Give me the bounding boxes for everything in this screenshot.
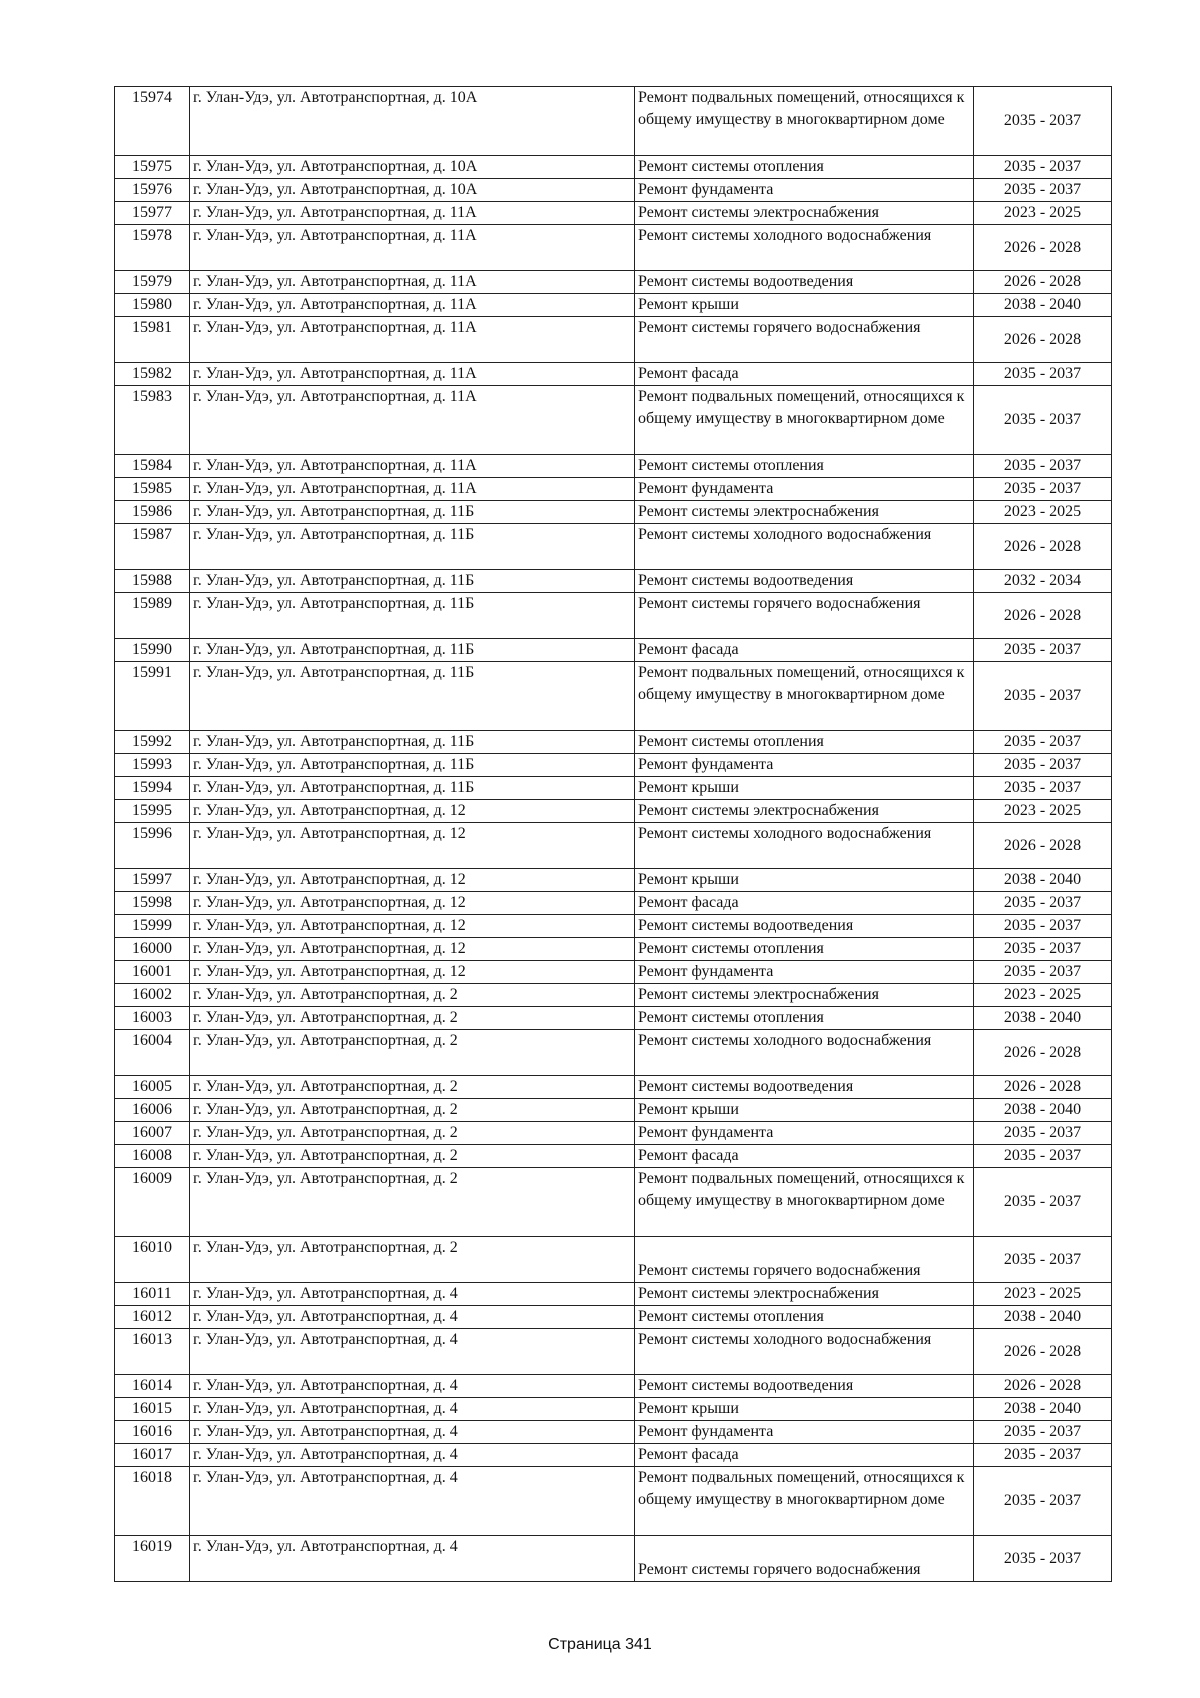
table-row bbox=[115, 1375, 1112, 1398]
address-cell: г. Улан-Удэ, ул. Автотранспортная, д. 10А bbox=[190, 87, 635, 156]
address-cell: г. Улан-Удэ, ул. Автотранспортная, д. 11А bbox=[190, 363, 635, 386]
address-cell: г. Улан-Удэ, ул. Автотранспортная, д. 2 bbox=[190, 984, 635, 1007]
period-cell: 2035 - 2037 bbox=[974, 1467, 1112, 1536]
table-row bbox=[115, 1099, 1112, 1122]
table-row bbox=[115, 731, 1112, 754]
work-type-cell: Ремонт системы электроснабжения bbox=[635, 800, 974, 823]
row-number-cell: 15983 bbox=[115, 386, 190, 455]
table-row bbox=[115, 915, 1112, 938]
row-number-cell: 16007 bbox=[115, 1122, 190, 1145]
address-cell: г. Улан-Удэ, ул. Автотранспортная, д. 11А bbox=[190, 225, 635, 271]
table-row bbox=[115, 593, 1112, 639]
address-cell: г. Улан-Удэ, ул. Автотранспортная, д. 11Б bbox=[190, 593, 635, 639]
row-number-cell: 16003 bbox=[115, 1007, 190, 1030]
period-cell: 2026 - 2028 bbox=[974, 1030, 1112, 1076]
period-cell: 2035 - 2037 bbox=[974, 754, 1112, 777]
work-type-cell: Ремонт фундамента bbox=[635, 754, 974, 777]
address-cell: г. Улан-Удэ, ул. Автотранспортная, д. 4 bbox=[190, 1536, 635, 1582]
row-number-cell: 15984 bbox=[115, 455, 190, 478]
work-type-cell: Ремонт системы отопления bbox=[635, 731, 974, 754]
period-cell: 2035 - 2037 bbox=[974, 1168, 1112, 1237]
row-number-cell: 15986 bbox=[115, 501, 190, 524]
address-cell: г. Улан-Удэ, ул. Автотранспортная, д. 11Б bbox=[190, 501, 635, 524]
address-cell: г. Улан-Удэ, ул. Автотранспортная, д. 2 bbox=[190, 1076, 635, 1099]
address-cell: г. Улан-Удэ, ул. Автотранспортная, д. 12 bbox=[190, 800, 635, 823]
period-cell: 2035 - 2037 bbox=[974, 961, 1112, 984]
work-type-cell: Ремонт подвальных помещений, относящихся к общему имуществу в многоквартирном доме bbox=[635, 662, 974, 731]
period-cell: 2026 - 2028 bbox=[974, 271, 1112, 294]
work-type-cell: Ремонт фундамента bbox=[635, 478, 974, 501]
period-cell: 2038 - 2040 bbox=[974, 1099, 1112, 1122]
address-cell: г. Улан-Удэ, ул. Автотранспортная, д. 11Б bbox=[190, 662, 635, 731]
work-type-cell: Ремонт системы холодного водоснабжения bbox=[635, 1030, 974, 1076]
work-type-cell: Ремонт фасада bbox=[635, 639, 974, 662]
address-cell: г. Улан-Удэ, ул. Автотранспортная, д. 12 bbox=[190, 915, 635, 938]
work-type-cell: Ремонт фасада bbox=[635, 363, 974, 386]
row-number-cell: 16004 bbox=[115, 1030, 190, 1076]
work-type-cell: Ремонт системы отопления bbox=[635, 1306, 974, 1329]
period-cell: 2023 - 2025 bbox=[974, 202, 1112, 225]
address-cell: г. Улан-Удэ, ул. Автотранспортная, д. 4 bbox=[190, 1444, 635, 1467]
row-number-cell: 15977 bbox=[115, 202, 190, 225]
row-number-cell: 15992 bbox=[115, 731, 190, 754]
work-type-cell: Ремонт системы электроснабжения bbox=[635, 202, 974, 225]
work-type-cell: Ремонт системы отопления bbox=[635, 938, 974, 961]
row-number-cell: 15996 bbox=[115, 823, 190, 869]
row-number-cell: 15979 bbox=[115, 271, 190, 294]
table-row bbox=[115, 294, 1112, 317]
period-cell: 2035 - 2037 bbox=[974, 639, 1112, 662]
address-cell: г. Улан-Удэ, ул. Автотранспортная, д. 2 bbox=[190, 1099, 635, 1122]
row-number-cell: 16015 bbox=[115, 1398, 190, 1421]
work-type-cell: Ремонт системы водоотведения bbox=[635, 271, 974, 294]
work-type-cell: Ремонт фасада bbox=[635, 1145, 974, 1168]
address-cell: г. Улан-Удэ, ул. Автотранспортная, д. 4 bbox=[190, 1398, 635, 1421]
address-cell: г. Улан-Удэ, ул. Автотранспортная, д. 12 bbox=[190, 961, 635, 984]
address-cell: г. Улан-Удэ, ул. Автотранспортная, д. 2 bbox=[190, 1145, 635, 1168]
address-cell: г. Улан-Удэ, ул. Автотранспортная, д. 11А bbox=[190, 317, 635, 363]
period-cell: 2023 - 2025 bbox=[974, 800, 1112, 823]
address-cell: г. Улан-Удэ, ул. Автотранспортная, д. 4 bbox=[190, 1375, 635, 1398]
work-type-cell: Ремонт системы электроснабжения bbox=[635, 984, 974, 1007]
work-type-cell: Ремонт системы отопления bbox=[635, 1007, 974, 1030]
row-number-cell: 15978 bbox=[115, 225, 190, 271]
table-row bbox=[115, 570, 1112, 593]
address-cell: г. Улан-Удэ, ул. Автотранспортная, д. 11Б bbox=[190, 639, 635, 662]
work-type-cell: Ремонт системы отопления bbox=[635, 455, 974, 478]
period-cell: 2035 - 2037 bbox=[974, 478, 1112, 501]
period-cell: 2026 - 2028 bbox=[974, 1329, 1112, 1375]
row-number-cell: 16001 bbox=[115, 961, 190, 984]
work-type-cell: Ремонт системы водоотведения bbox=[635, 1375, 974, 1398]
row-number-cell: 15989 bbox=[115, 593, 190, 639]
work-type-cell: Ремонт системы водоотведения bbox=[635, 570, 974, 593]
address-cell: г. Улан-Удэ, ул. Автотранспортная, д. 10А bbox=[190, 156, 635, 179]
row-number-cell: 15976 bbox=[115, 179, 190, 202]
address-cell: г. Улан-Удэ, ул. Автотранспортная, д. 2 bbox=[190, 1168, 635, 1237]
table-row bbox=[115, 1168, 1112, 1237]
row-number-cell: 16016 bbox=[115, 1421, 190, 1444]
table-row bbox=[115, 179, 1112, 202]
table-row bbox=[115, 455, 1112, 478]
work-type-cell: Ремонт фундамента bbox=[635, 179, 974, 202]
row-number-cell: 15980 bbox=[115, 294, 190, 317]
table-row bbox=[115, 1306, 1112, 1329]
table-row bbox=[115, 639, 1112, 662]
row-number-cell: 16019 bbox=[115, 1536, 190, 1582]
repair-schedule-table bbox=[114, 86, 1112, 1582]
table-row bbox=[115, 1030, 1112, 1076]
row-number-cell: 16002 bbox=[115, 984, 190, 1007]
period-cell: 2035 - 2037 bbox=[974, 731, 1112, 754]
row-number-cell: 16008 bbox=[115, 1145, 190, 1168]
work-type-cell: Ремонт системы холодного водоснабжения bbox=[635, 1329, 974, 1375]
table-row bbox=[115, 317, 1112, 363]
address-cell: г. Улан-Удэ, ул. Автотранспортная, д. 11Б bbox=[190, 524, 635, 570]
row-number-cell: 16018 bbox=[115, 1467, 190, 1536]
period-cell: 2035 - 2037 bbox=[974, 156, 1112, 179]
row-number-cell: 15995 bbox=[115, 800, 190, 823]
table-row bbox=[115, 225, 1112, 271]
work-type-cell: Ремонт системы горячего водоснабжения bbox=[635, 1536, 974, 1582]
period-cell: 2038 - 2040 bbox=[974, 1306, 1112, 1329]
row-number-cell: 16009 bbox=[115, 1168, 190, 1237]
period-cell: 2035 - 2037 bbox=[974, 1444, 1112, 1467]
row-number-cell: 15993 bbox=[115, 754, 190, 777]
work-type-cell: Ремонт системы горячего водоснабжения bbox=[635, 1237, 974, 1283]
work-type-cell: Ремонт крыши bbox=[635, 869, 974, 892]
row-number-cell: 16014 bbox=[115, 1375, 190, 1398]
table-body bbox=[115, 87, 1112, 1582]
table-row bbox=[115, 524, 1112, 570]
address-cell: г. Улан-Удэ, ул. Автотранспортная, д. 4 bbox=[190, 1283, 635, 1306]
address-cell: г. Улан-Удэ, ул. Автотранспортная, д. 4 bbox=[190, 1306, 635, 1329]
period-cell: 2035 - 2037 bbox=[974, 87, 1112, 156]
period-cell: 2035 - 2037 bbox=[974, 1145, 1112, 1168]
row-number-cell: 15991 bbox=[115, 662, 190, 731]
work-type-cell: Ремонт крыши bbox=[635, 777, 974, 800]
address-cell: г. Улан-Удэ, ул. Автотранспортная, д. 11Б bbox=[190, 570, 635, 593]
work-type-cell: Ремонт системы холодного водоснабжения bbox=[635, 524, 974, 570]
period-cell: 2026 - 2028 bbox=[974, 823, 1112, 869]
work-type-cell: Ремонт системы горячего водоснабжения bbox=[635, 593, 974, 639]
row-number-cell: 15982 bbox=[115, 363, 190, 386]
row-number-cell: 15988 bbox=[115, 570, 190, 593]
row-number-cell: 15990 bbox=[115, 639, 190, 662]
row-number-cell: 15975 bbox=[115, 156, 190, 179]
table-row bbox=[115, 777, 1112, 800]
address-cell: г. Улан-Удэ, ул. Автотранспортная, д. 2 bbox=[190, 1122, 635, 1145]
table-row bbox=[115, 478, 1112, 501]
address-cell: г. Улан-Удэ, ул. Автотранспортная, д. 11А bbox=[190, 386, 635, 455]
period-cell: 2023 - 2025 bbox=[974, 984, 1112, 1007]
period-cell: 2035 - 2037 bbox=[974, 1237, 1112, 1283]
work-type-cell: Ремонт фундамента bbox=[635, 1122, 974, 1145]
table-row bbox=[115, 1398, 1112, 1421]
table-row bbox=[115, 1467, 1112, 1536]
table-row bbox=[115, 1329, 1112, 1375]
work-type-cell: Ремонт крыши bbox=[635, 294, 974, 317]
table-row bbox=[115, 662, 1112, 731]
table-row bbox=[115, 1283, 1112, 1306]
period-cell: 2038 - 2040 bbox=[974, 1007, 1112, 1030]
table-row bbox=[115, 363, 1112, 386]
work-type-cell: Ремонт фундамента bbox=[635, 961, 974, 984]
table-row bbox=[115, 1122, 1112, 1145]
address-cell: г. Улан-Удэ, ул. Автотранспортная, д. 4 bbox=[190, 1329, 635, 1375]
table-row bbox=[115, 961, 1112, 984]
address-cell: г. Улан-Удэ, ул. Автотранспортная, д. 2 bbox=[190, 1237, 635, 1283]
table-row bbox=[115, 754, 1112, 777]
address-cell: г. Улан-Удэ, ул. Автотранспортная, д. 2 bbox=[190, 1007, 635, 1030]
period-cell: 2035 - 2037 bbox=[974, 179, 1112, 202]
table-row bbox=[115, 800, 1112, 823]
work-type-cell: Ремонт фасада bbox=[635, 1444, 974, 1467]
table-row bbox=[115, 869, 1112, 892]
row-number-cell: 16011 bbox=[115, 1283, 190, 1306]
period-cell: 2035 - 2037 bbox=[974, 915, 1112, 938]
address-cell: г. Улан-Удэ, ул. Автотранспортная, д. 11Б bbox=[190, 731, 635, 754]
page-number: Страница 341 bbox=[548, 1636, 652, 1653]
table-row bbox=[115, 823, 1112, 869]
period-cell: 2026 - 2028 bbox=[974, 1375, 1112, 1398]
period-cell: 2026 - 2028 bbox=[974, 1076, 1112, 1099]
table-row bbox=[115, 1421, 1112, 1444]
period-cell: 2035 - 2037 bbox=[974, 892, 1112, 915]
period-cell: 2038 - 2040 bbox=[974, 1398, 1112, 1421]
row-number-cell: 16013 bbox=[115, 1329, 190, 1375]
period-cell: 2035 - 2037 bbox=[974, 662, 1112, 731]
row-number-cell: 16017 bbox=[115, 1444, 190, 1467]
work-type-cell: Ремонт системы водоотведения bbox=[635, 1076, 974, 1099]
period-cell: 2026 - 2028 bbox=[974, 524, 1112, 570]
table-row bbox=[115, 1237, 1112, 1283]
work-type-cell: Ремонт системы холодного водоснабжения bbox=[635, 823, 974, 869]
address-cell: г. Улан-Удэ, ул. Автотранспортная, д. 4 bbox=[190, 1421, 635, 1444]
address-cell: г. Улан-Удэ, ул. Автотранспортная, д. 11Б bbox=[190, 754, 635, 777]
address-cell: г. Улан-Удэ, ул. Автотранспортная, д. 11А bbox=[190, 271, 635, 294]
address-cell: г. Улан-Удэ, ул. Автотранспортная, д. 2 bbox=[190, 1030, 635, 1076]
row-number-cell: 16010 bbox=[115, 1237, 190, 1283]
work-type-cell: Ремонт системы холодного водоснабжения bbox=[635, 225, 974, 271]
address-cell: г. Улан-Удэ, ул. Автотранспортная, д. 10А bbox=[190, 179, 635, 202]
work-type-cell: Ремонт фундамента bbox=[635, 1421, 974, 1444]
period-cell: 2035 - 2037 bbox=[974, 1122, 1112, 1145]
table-row bbox=[115, 1536, 1112, 1582]
work-type-cell: Ремонт системы отопления bbox=[635, 156, 974, 179]
row-number-cell: 16000 bbox=[115, 938, 190, 961]
work-type-cell: Ремонт подвальных помещений, относящихся к общему имуществу в многоквартирном доме bbox=[635, 1467, 974, 1536]
table-row bbox=[115, 1145, 1112, 1168]
address-cell: г. Улан-Удэ, ул. Автотранспортная, д. 11Б bbox=[190, 777, 635, 800]
period-cell: 2038 - 2040 bbox=[974, 294, 1112, 317]
row-number-cell: 15997 bbox=[115, 869, 190, 892]
row-number-cell: 16006 bbox=[115, 1099, 190, 1122]
table-row bbox=[115, 938, 1112, 961]
period-cell: 2026 - 2028 bbox=[974, 593, 1112, 639]
address-cell: г. Улан-Удэ, ул. Автотранспортная, д. 12 bbox=[190, 823, 635, 869]
period-cell: 2035 - 2037 bbox=[974, 363, 1112, 386]
period-cell: 2035 - 2037 bbox=[974, 938, 1112, 961]
row-number-cell: 15994 bbox=[115, 777, 190, 800]
period-cell: 2035 - 2037 bbox=[974, 1421, 1112, 1444]
work-type-cell: Ремонт системы электроснабжения bbox=[635, 501, 974, 524]
period-cell: 2023 - 2025 bbox=[974, 1283, 1112, 1306]
table-row bbox=[115, 202, 1112, 225]
period-cell: 2035 - 2037 bbox=[974, 1536, 1112, 1582]
table-row bbox=[115, 386, 1112, 455]
address-cell: г. Улан-Удэ, ул. Автотранспортная, д. 12 bbox=[190, 869, 635, 892]
address-cell: г. Улан-Удэ, ул. Автотранспортная, д. 4 bbox=[190, 1467, 635, 1536]
table-row bbox=[115, 501, 1112, 524]
work-type-cell: Ремонт фасада bbox=[635, 892, 974, 915]
work-type-cell: Ремонт системы горячего водоснабжения bbox=[635, 317, 974, 363]
address-cell: г. Улан-Удэ, ул. Автотранспортная, д. 11А bbox=[190, 202, 635, 225]
work-type-cell: Ремонт системы водоотведения bbox=[635, 915, 974, 938]
address-cell: г. Улан-Удэ, ул. Автотранспортная, д. 12 bbox=[190, 938, 635, 961]
row-number-cell: 15985 bbox=[115, 478, 190, 501]
period-cell: 2035 - 2037 bbox=[974, 386, 1112, 455]
table-row bbox=[115, 1444, 1112, 1467]
row-number-cell: 15974 bbox=[115, 87, 190, 156]
table-row bbox=[115, 892, 1112, 915]
row-number-cell: 15981 bbox=[115, 317, 190, 363]
period-cell: 2026 - 2028 bbox=[974, 317, 1112, 363]
row-number-cell: 15987 bbox=[115, 524, 190, 570]
period-cell: 2026 - 2028 bbox=[974, 225, 1112, 271]
address-cell: г. Улан-Удэ, ул. Автотранспортная, д. 11А bbox=[190, 294, 635, 317]
period-cell: 2035 - 2037 bbox=[974, 777, 1112, 800]
table-row bbox=[115, 984, 1112, 1007]
work-type-cell: Ремонт подвальных помещений, относящихся к общему имуществу в многоквартирном доме bbox=[635, 87, 974, 156]
table-row bbox=[115, 87, 1112, 156]
period-cell: 2035 - 2037 bbox=[974, 455, 1112, 478]
work-type-cell: Ремонт крыши bbox=[635, 1398, 974, 1421]
period-cell: 2023 - 2025 bbox=[974, 501, 1112, 524]
table-row bbox=[115, 1076, 1112, 1099]
work-type-cell: Ремонт подвальных помещений, относящихся к общему имуществу в многоквартирном доме bbox=[635, 386, 974, 455]
work-type-cell: Ремонт подвальных помещений, относящихся к общему имуществу в многоквартирном доме bbox=[635, 1168, 974, 1237]
row-number-cell: 15998 bbox=[115, 892, 190, 915]
work-type-cell: Ремонт крыши bbox=[635, 1099, 974, 1122]
address-cell: г. Улан-Удэ, ул. Автотранспортная, д. 11А bbox=[190, 455, 635, 478]
address-cell: г. Улан-Удэ, ул. Автотранспортная, д. 12 bbox=[190, 892, 635, 915]
period-cell: 2032 - 2034 bbox=[974, 570, 1112, 593]
address-cell: г. Улан-Удэ, ул. Автотранспортная, д. 11А bbox=[190, 478, 635, 501]
row-number-cell: 16005 bbox=[115, 1076, 190, 1099]
table-row bbox=[115, 271, 1112, 294]
row-number-cell: 15999 bbox=[115, 915, 190, 938]
table-row bbox=[115, 1007, 1112, 1030]
row-number-cell: 16012 bbox=[115, 1306, 190, 1329]
work-type-cell: Ремонт системы электроснабжения bbox=[635, 1283, 974, 1306]
table-row bbox=[115, 156, 1112, 179]
period-cell: 2038 - 2040 bbox=[974, 869, 1112, 892]
